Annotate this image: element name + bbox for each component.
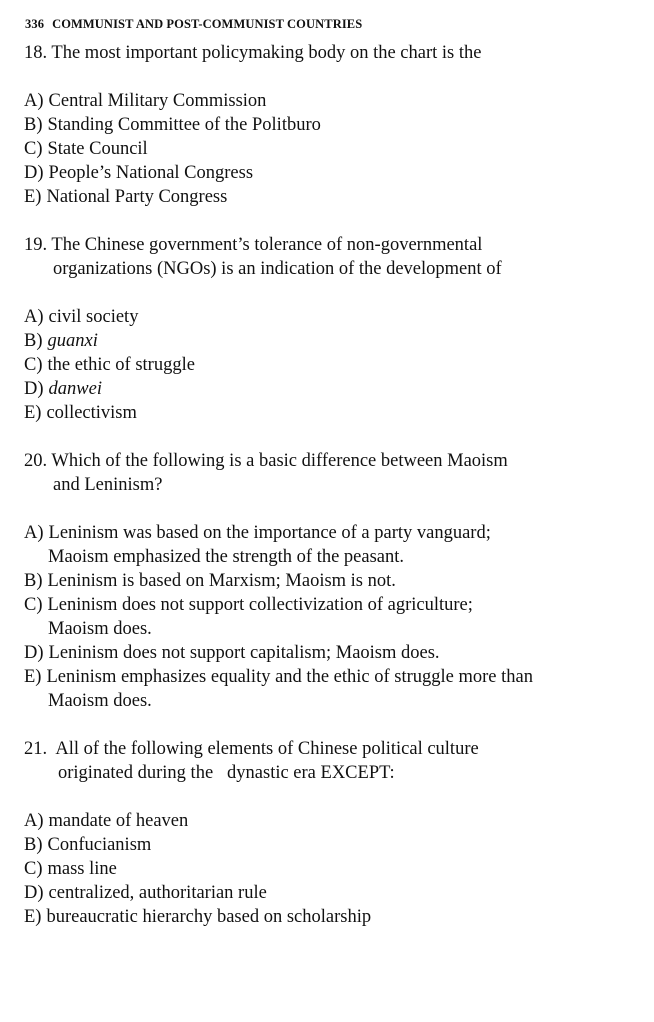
stem-line: originated during the dynastic era EXCEPT: <box>58 763 395 783</box>
choice-letter: D) <box>24 643 44 663</box>
stem-line: 20. Which of the following is a basic difference between Maoism <box>24 451 508 471</box>
choice-text: Leninism is based on Marxism; Maoism is not. <box>47 571 396 591</box>
question-stem <box>24 449 634 497</box>
stem-line: and Leninism? <box>53 475 163 495</box>
choice-letter: D) <box>24 883 44 903</box>
choice-letter: E) <box>24 403 42 423</box>
answer-choice-e <box>24 905 634 929</box>
answer-choice-b <box>24 569 634 593</box>
question-stem <box>24 41 634 65</box>
choice-text: Leninism does not support capitalism; Maoism does. <box>48 643 440 663</box>
choice-text-continued: Maoism does. <box>48 691 152 711</box>
stem-line: 19. The Chinese government’s tolerance of non-governmental <box>24 235 483 255</box>
choice-letter: D) <box>24 379 44 399</box>
choice-text: the ethic of struggle <box>47 355 195 375</box>
question-20 <box>24 449 634 713</box>
choice-text: civil society <box>48 307 139 327</box>
answer-choice-b <box>24 329 634 353</box>
stem-line: 21. All of the following elements of Chinese political culture <box>24 739 479 759</box>
answer-choice-d <box>24 377 634 401</box>
page-number: 336 <box>25 17 45 31</box>
question-19 <box>24 233 634 425</box>
choice-text: centralized, authoritarian rule <box>48 883 267 903</box>
answer-choice-b <box>24 833 634 857</box>
answer-choice-c <box>24 137 634 161</box>
choice-text: Leninism was based on the importance of a party vanguard; <box>48 523 491 543</box>
choice-letter: C) <box>24 595 43 615</box>
answer-choice-d <box>24 641 634 665</box>
choice-text: Leninism does not support collectivization of agriculture; <box>47 595 473 615</box>
answer-choice-d <box>24 881 634 905</box>
answer-choice-c <box>24 857 634 881</box>
choice-text: guanxi <box>47 331 98 351</box>
choice-letter: C) <box>24 139 43 159</box>
answer-choice-b <box>24 113 634 137</box>
choice-text-continued: Maoism does. <box>48 619 152 639</box>
choice-letter: E) <box>24 187 42 207</box>
choice-text: bureaucratic hierarchy based on scholarship <box>46 907 372 927</box>
choice-letter: A) <box>24 523 44 543</box>
choice-text: National Party Congress <box>46 187 228 207</box>
answer-choices <box>24 521 634 713</box>
choice-text: danwei <box>48 379 102 399</box>
choice-text: Leninism emphasizes equality and the ethic of struggle more than <box>46 667 533 687</box>
choice-letter: E) <box>24 907 42 927</box>
answer-choice-e <box>24 665 634 713</box>
choice-letter: A) <box>24 811 44 831</box>
choice-text: collectivism <box>46 403 137 423</box>
answer-choice-a <box>24 305 634 329</box>
answer-choice-a <box>24 809 634 833</box>
choice-text: Central Military Commission <box>48 91 267 111</box>
answer-choices <box>24 89 634 209</box>
answer-choice-c <box>24 353 634 377</box>
answer-choices <box>24 809 634 929</box>
answer-choice-e <box>24 185 634 209</box>
answer-choice-a <box>24 89 634 113</box>
stem-line: organizations (NGOs) is an indication of the development of <box>53 259 502 279</box>
answer-choices <box>24 305 634 425</box>
choice-letter: B) <box>24 331 43 351</box>
question-18 <box>24 41 634 209</box>
choice-letter: B) <box>24 115 43 135</box>
answer-choice-c <box>24 593 634 641</box>
question-21 <box>24 737 634 929</box>
choice-text: mandate of heaven <box>48 811 189 831</box>
choice-letter: D) <box>24 163 44 183</box>
question-stem <box>24 737 634 785</box>
question-list <box>24 41 634 953</box>
choice-text: Confucianism <box>47 835 152 855</box>
answer-choice-d <box>24 161 634 185</box>
choice-letter: A) <box>24 91 44 111</box>
running-title: COMMUNIST AND POST-COMMUNIST COUNTRIES <box>52 17 363 31</box>
choice-letter: E) <box>24 667 42 687</box>
choice-letter: B) <box>24 571 43 591</box>
choice-text-continued: Maoism emphasized the strength of the peasant. <box>48 547 405 567</box>
choice-letter: C) <box>24 355 43 375</box>
choice-text: State Council <box>47 139 148 159</box>
answer-choice-a <box>24 521 634 569</box>
choice-text: People’s National Congress <box>48 163 254 183</box>
question-stem <box>24 233 634 281</box>
choice-letter: C) <box>24 859 43 879</box>
running-head <box>25 17 362 32</box>
choice-text: Standing Committee of the Politburo <box>47 115 321 135</box>
choice-letter: B) <box>24 835 43 855</box>
choice-letter: A) <box>24 307 44 327</box>
stem-line: 18. The most important policymaking body on the chart is the <box>24 43 482 63</box>
answer-choice-e <box>24 401 634 425</box>
choice-text: mass line <box>47 859 117 879</box>
